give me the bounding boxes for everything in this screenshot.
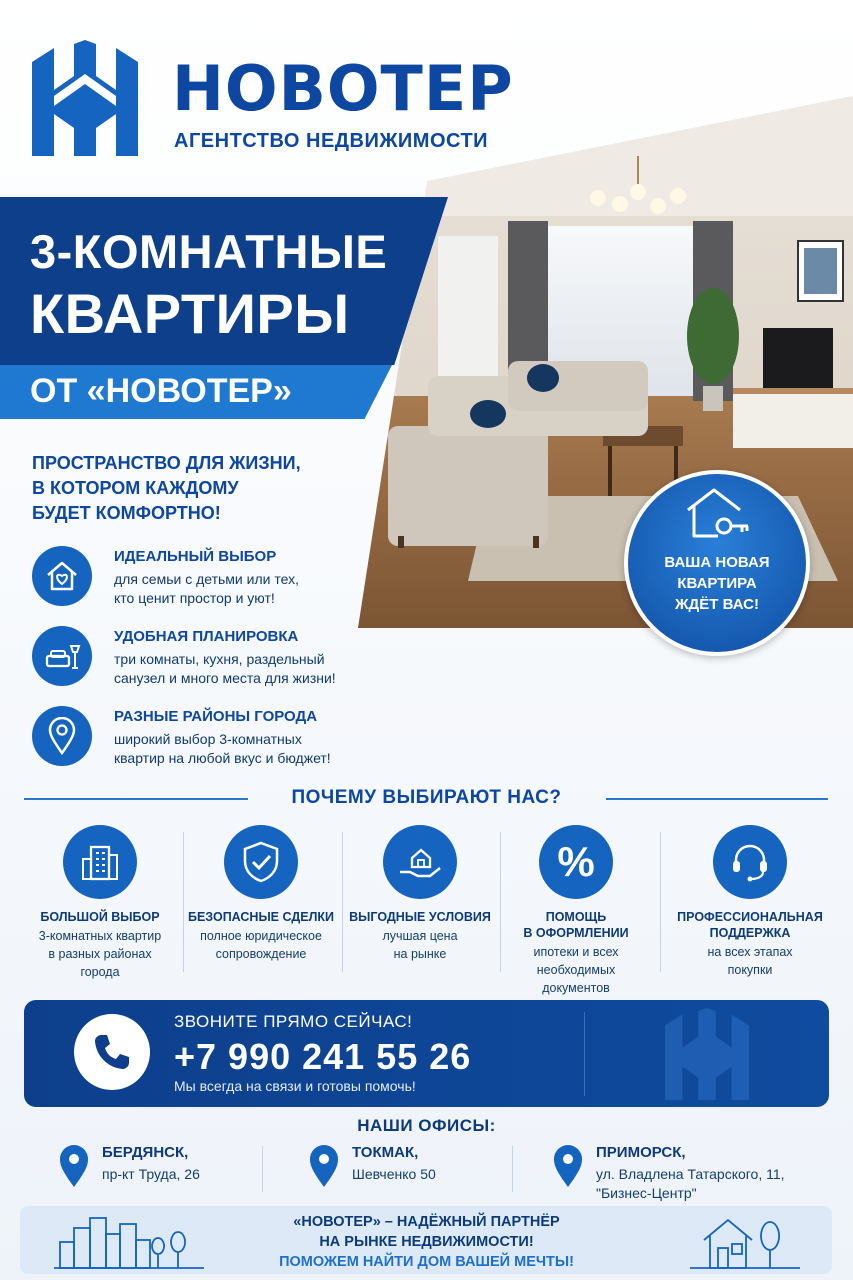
feature-desc-line: санузел и много места для жизни! (114, 670, 336, 686)
brand-name: НОВОТЕР (172, 52, 514, 125)
badge-text (628, 552, 806, 615)
footer-line1: «НОВОТЕР» – НАДЁЖНЫЙ ПАРТНЁР (293, 1214, 560, 1230)
feature-desc (114, 650, 414, 688)
offices-title: НАШИ ОФИСЫ: (357, 1116, 496, 1135)
badge-line: КВАРТИРА (677, 575, 757, 592)
footer-line3: ПОМОЖЕМ НАЙТИ ДОМ ВАШЕЙ МЕЧТЫ! (279, 1254, 574, 1270)
why-title: ПОЧЕМУ ВЫБИРАЮТ НАС? (291, 787, 562, 808)
why-desc-line: ипотеки и всех (533, 945, 619, 959)
feature-title: РАЗНЫЕ РАЙОНЫ ГОРОДА (114, 708, 318, 725)
headline-line2: КВАРТИРЫ (30, 282, 350, 345)
why-title-line: ПРОФЕССИОНАЛЬНАЯ (677, 910, 823, 924)
map-pin-icon (32, 706, 92, 766)
new-apartment-badge (624, 470, 810, 656)
office-address-line: пр-кт Труда, 26 (102, 1166, 200, 1182)
tagline-line3: БУДЕТ КОМФОРТНО! (32, 503, 221, 523)
badge-line: ЖДЁТ ВАС! (675, 596, 759, 613)
why-item-support (660, 825, 840, 979)
tagline-line2: В КОТОРОМ КАЖДОМУ (32, 478, 239, 498)
brand-logo-icon (658, 1008, 756, 1100)
why-item-title (496, 909, 656, 941)
call-label: ЗВОНИТЕ ПРЯМО СЕЙЧАС! (174, 1012, 413, 1031)
headset-icon (713, 825, 787, 899)
why-title-line: ПОДДЕРЖКА (709, 926, 791, 940)
why-item-desc (20, 927, 180, 981)
why-item-desc (181, 927, 341, 963)
percent-icon: % (539, 825, 613, 899)
phone-icon[interactable] (74, 1014, 150, 1090)
brand-subtitle: АГЕНТСТВО НЕДВИЖИМОСТИ (174, 130, 489, 152)
why-item-title: БЕЗОПАСНЫЕ СДЕЛКИ (187, 910, 334, 924)
why-item-desc (340, 927, 500, 963)
why-desc-line: города (80, 965, 120, 979)
tagline-line1: ПРОСТРАНСТВО ДЛЯ ЖИЗНИ, (32, 453, 301, 473)
feature-desc-line: широкий выбор 3-комнатных (114, 731, 302, 747)
why-desc-line: необходимых (536, 963, 616, 977)
phone-number[interactable]: +7 990 241 55 26 (174, 1036, 472, 1077)
shield-check-icon (224, 825, 298, 899)
why-item-desc (660, 943, 840, 979)
hand-house-icon (383, 825, 457, 899)
call-banner[interactable] (24, 1000, 829, 1107)
why-desc-line: покупки (727, 963, 773, 977)
office-separator (262, 1146, 263, 1192)
why-desc-line: в разных районах (48, 947, 152, 961)
badge-line: ВАША НОВАЯ (664, 554, 770, 571)
brand-logo-icon (32, 40, 138, 156)
office-separator (512, 1146, 513, 1192)
office-address (352, 1165, 436, 1184)
why-desc-line: на всех этапах (707, 945, 793, 959)
office-city: ТОКМАК, (352, 1144, 419, 1161)
call-divider (584, 1012, 585, 1096)
office-address-line: Шевченко 50 (352, 1166, 436, 1182)
why-desc-line: полное юридическое (200, 929, 322, 943)
why-item-safe (181, 825, 341, 963)
office-address-line: "Бизнес-Центр" (596, 1185, 697, 1201)
office-address (102, 1165, 200, 1184)
feature-title: ИДЕАЛЬНЫЙ ВЫБОР (114, 548, 277, 565)
why-item-choice (20, 825, 180, 981)
why-item-title: БОЛЬШОЙ ВЫБОР (40, 910, 160, 924)
feature-desc-line: кто ценит простор и уют! (114, 590, 275, 606)
map-pin-icon (308, 1144, 340, 1188)
office-address-line: ул. Владлена Татарского, 11, (596, 1166, 785, 1182)
building-icon (63, 825, 137, 899)
why-desc-line: 3-комнатных квартир (38, 929, 162, 943)
why-item-mortgage (496, 825, 656, 997)
feature-title: УДОБНАЯ ПЛАНИРОВКА (114, 628, 299, 645)
tagline (32, 451, 301, 526)
office-city: ПРИМОРСК, (596, 1144, 686, 1161)
map-pin-icon (552, 1144, 584, 1188)
why-title-line: ПОМОЩЬ (545, 910, 607, 924)
house-heart-icon (32, 546, 92, 606)
office-address (596, 1165, 785, 1203)
why-desc-line: лучшая цена (382, 929, 458, 943)
headline-line1: 3-КОМНАТНЫЕ (30, 225, 388, 278)
why-desc-line: документов (542, 981, 610, 995)
headline-subtitle: ОТ «НОВОТЕР» (30, 372, 292, 410)
feature-desc-line: для семьи с детьми или тех, (114, 571, 299, 587)
why-title-line: В ОФОРМЛЕНИИ (523, 926, 629, 940)
feature-desc (114, 570, 414, 608)
call-note: Мы всегда на связи и готовы помочь! (174, 1078, 416, 1094)
feature-desc (114, 730, 414, 768)
office-city: БЕРДЯНСК, (102, 1144, 189, 1161)
why-item-terms (340, 825, 500, 963)
house-key-icon (684, 486, 750, 542)
why-item-title: ВЫГОДНЫЕ УСЛОВИЯ (349, 910, 491, 924)
feature-desc-line: три комнаты, кухня, раздельный (114, 651, 325, 667)
why-item-desc (496, 943, 656, 997)
map-pin-icon (58, 1144, 90, 1188)
sofa-lamp-icon (32, 626, 92, 686)
footer-line2: НА РЫНКЕ НЕДВИЖИМОСТИ! (319, 1234, 534, 1250)
why-desc-line: сопровождение (215, 947, 307, 961)
why-item-title (660, 909, 840, 941)
feature-desc-line: квартир на любой вкус и бюджет! (114, 750, 331, 766)
why-desc-line: на рынке (393, 947, 447, 961)
